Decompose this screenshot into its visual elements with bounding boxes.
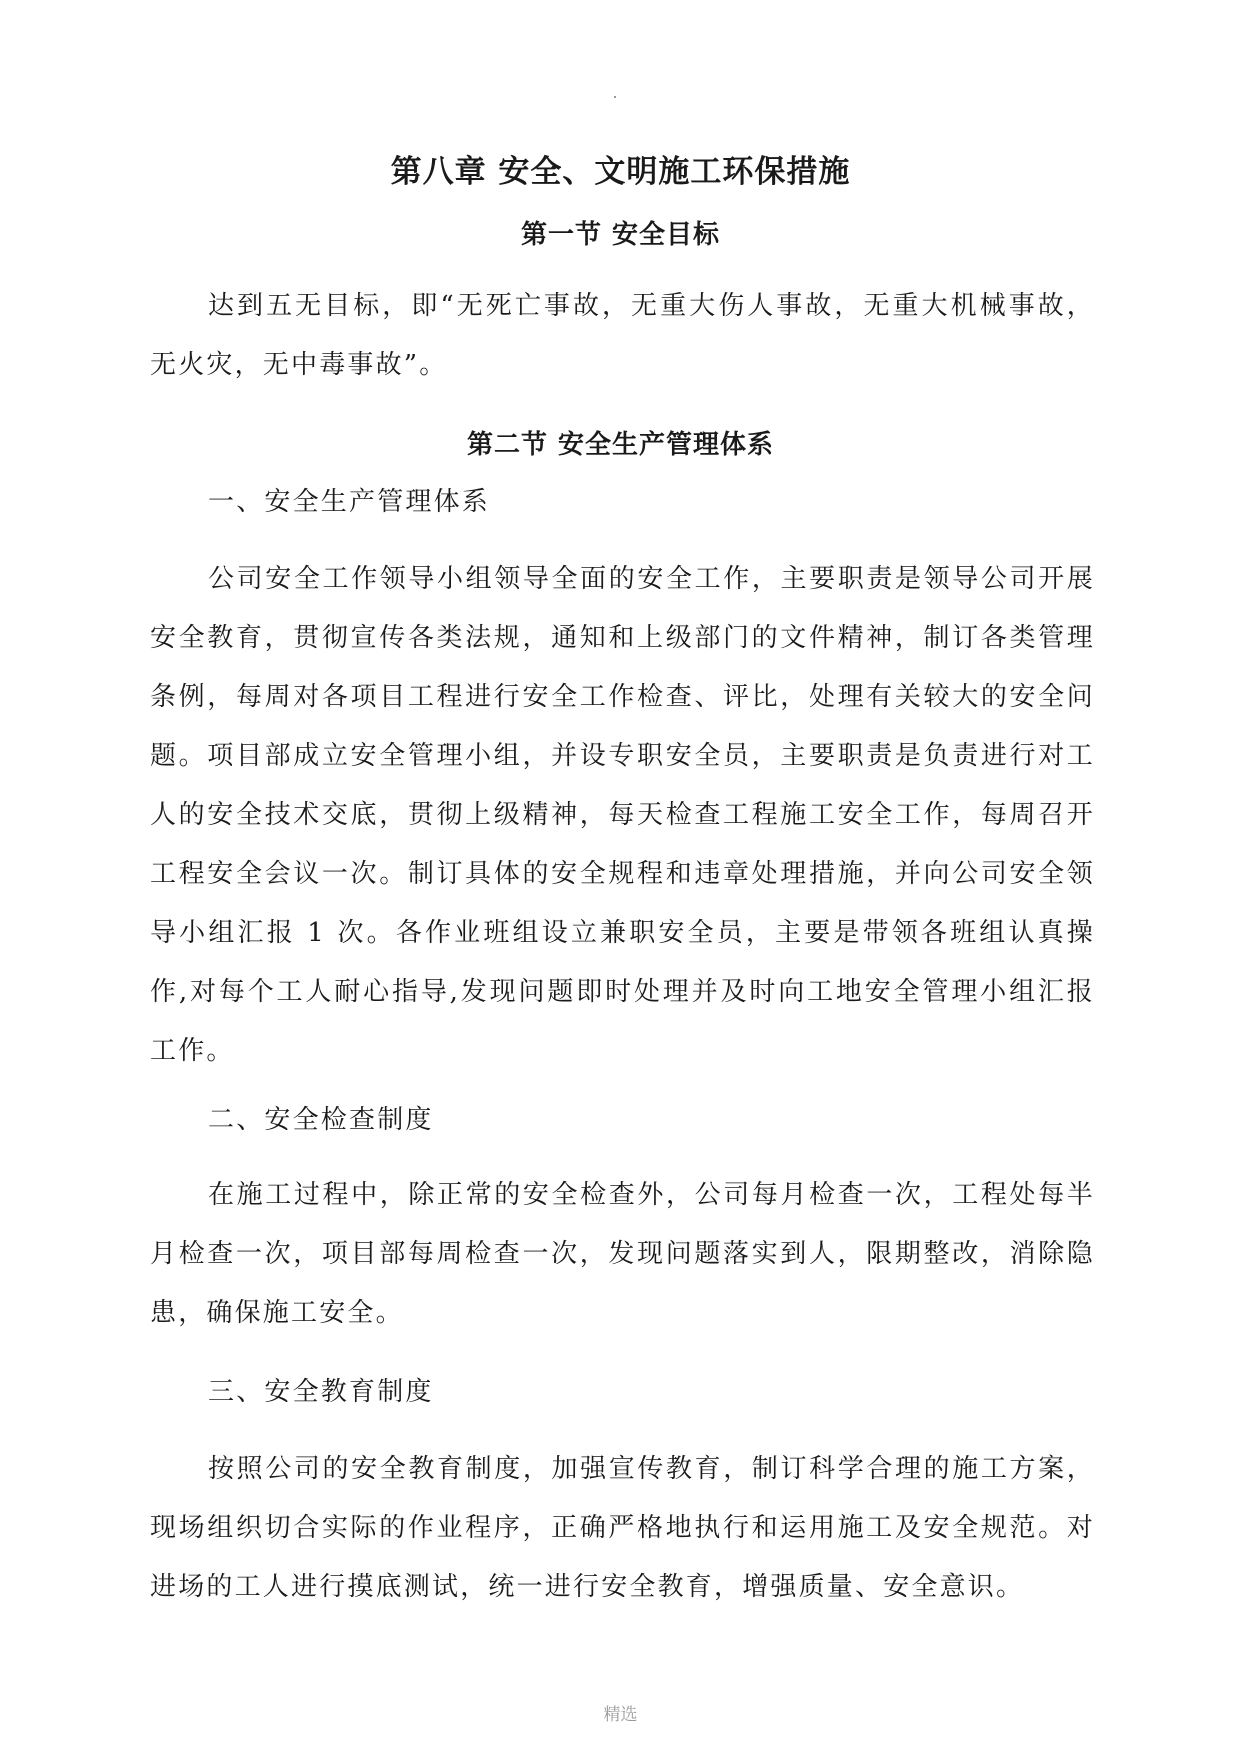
chapter-title: 第八章 安全、文明施工环保措施 bbox=[390, 154, 851, 190]
subsection-heading-management: 一、安全生产管理体系 bbox=[208, 487, 491, 517]
page-dot-mark bbox=[614, 96, 616, 98]
safety-goal-paragraph: 达到五无目标，即“无死亡事故，无重大伤人事故，无重大机械事故，无火灾，无中毒事故”。 bbox=[150, 291, 1095, 380]
subsection-heading-inspection: 二、安全检查制度 bbox=[208, 1105, 434, 1135]
inspection-paragraph: 在施工过程中，除正常的安全检查外，公司每月检查一次，工程处每半月检查一次，项目部每周检查一次，发现问题落实到人，限期整改，消除隐患，确保施工安全。 bbox=[150, 1180, 1095, 1328]
page-footer: 精选 bbox=[603, 1705, 638, 1725]
management-paragraph: 公司安全工作领导小组领导全面的安全工作，主要职责是领导公司开展安全教育，贯彻宣传各类法规，通知和上级部门的文件精神，制订各类管理条例，每周对各项目工程进行安全工作检查、评比，处理有关较大的安全问题。项目部成立安全管理小组，并设专职安全员，主要职责是负责进行对工人的安全技术交底，贯彻上级精神，每天检查工程施工安全工作，每周召开工程安全会议一次。制订具体的安全规程和违章处理措施，并向公司安全领导小组汇报 1 次。各作业班组设立兼职安全员，主要是带领各班组认真操作,对每个工人耐心指导,发现问题即时处理并及时向工地安全管理小组汇报工作。 bbox=[150, 564, 1095, 1066]
section-title-2: 第二节 安全生产管理体系 bbox=[466, 430, 775, 460]
education-paragraph: 按照公司的安全教育制度，加强宣传教育，制订科学合理的施工方案，现场组织切合实际的作业程序，正确严格地执行和运用施工及安全规范。对进场的工人进行摸底测试，统一进行安全教育，增强质量、安全意识。 bbox=[150, 1454, 1095, 1602]
section-title-1: 第一节 安全目标 bbox=[520, 220, 721, 250]
subsection-heading-education: 三、安全教育制度 bbox=[208, 1377, 434, 1407]
